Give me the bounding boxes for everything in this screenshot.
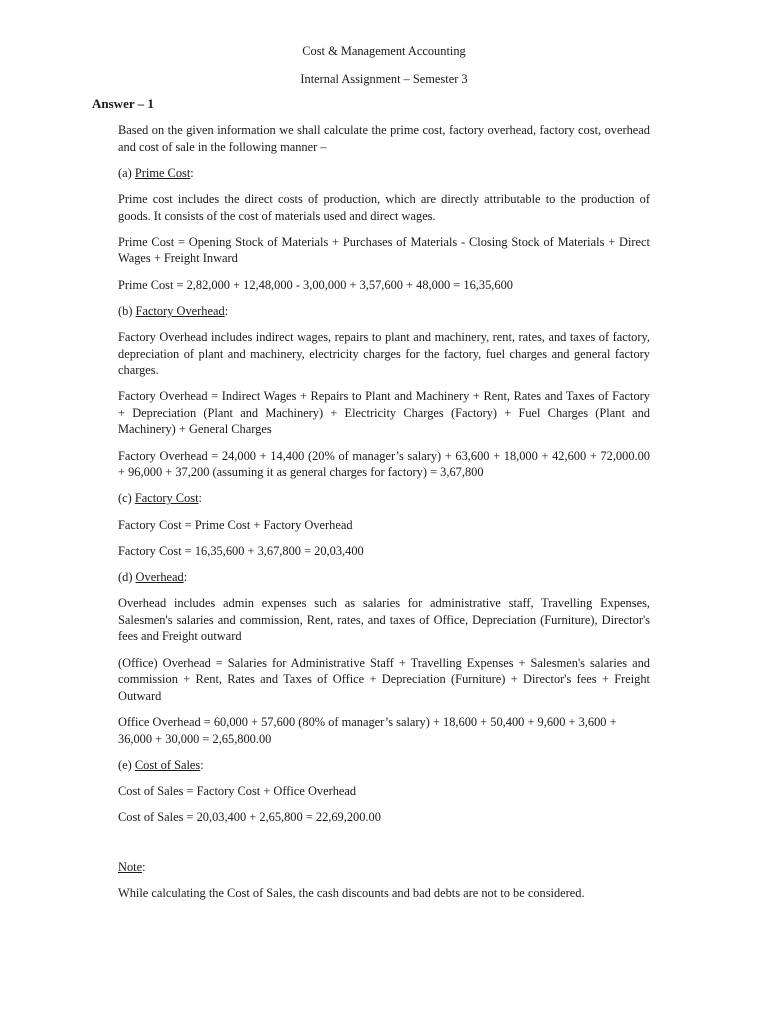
factory-cost-calculation: Factory Cost = 16,35,600 + 3,67,800 = 20,03,400 — [118, 543, 364, 558]
section-heading-overhead — [118, 569, 650, 586]
prime-cost-description: Prime cost includes the direct costs of production, which are directly attributable to the production of goods. It consists of the cost of materials used and direct wages. — [118, 191, 650, 223]
factory-overhead-calculation: Factory Overhead = 24,000 + 14,400 (20% of manager’s salary) + 63,600 + 18,000 + 42,600 + 72,000.00 + 96,000 + 37,200 (assuming it as general charges for factory) = 3,67,800 — [118, 448, 650, 480]
section-colon: : — [224, 303, 229, 318]
answer-heading: Answer – 1 — [92, 96, 154, 111]
section-title: Factory Cost — [134, 491, 199, 506]
office-overhead-calculation: Office Overhead = 60,000 + 57,600 (80% of manager’s salary) + 18,600 + 50,400 + 9,600 + 3,600 + 36,000 + 30,000 = 2,65,800.00 — [118, 714, 617, 746]
section-heading-factory-cost — [118, 490, 650, 507]
factory-overhead-description: Factory Overhead includes indirect wages, repairs to plant and machinery, rent, rates, and taxes of factory, depreciation of plant and machinery, electricity charges for the factory, fuel charges and general factory charges. — [118, 329, 650, 378]
section-colon: : — [200, 757, 204, 772]
note-title: Note — [118, 860, 143, 875]
section-heading-cost-of-sales — [118, 757, 650, 774]
section-prefix: (b) — [118, 303, 136, 318]
note-text: While calculating the Cost of Sales, the cash discounts and bad debts are not to be considered. — [118, 886, 585, 901]
prime-cost-formula: Prime Cost = Opening Stock of Materials + Purchases of Materials - Closing Stock of Materials + Direct Wages + Freight Inward — [118, 234, 650, 266]
section-title: Prime Cost — [134, 165, 191, 180]
section-prefix: (e) — [118, 757, 135, 772]
section-title: Overhead — [135, 570, 184, 584]
note-colon: : — [142, 860, 146, 875]
section-colon: : — [198, 491, 202, 506]
overhead-description: Overhead includes admin expenses such as salaries for administrative staff, Travelling Expenses, Salesmen's salaries and commission, Rent, rates, and taxes of Office, Depreciation (Furniture), Director's fees and Freight outward — [118, 596, 650, 644]
assignment-subtitle: Internal Assignment – Semester 3 — [300, 72, 468, 86]
intro-paragraph: Based on the given information we shall calculate the prime cost, factory overhead, factory cost, overhead and cost of sale in the following manner – — [118, 123, 650, 154]
factory-cost-formula: Factory Cost = Prime Cost + Factory Overhead — [118, 517, 353, 532]
section-prefix: (c) — [118, 491, 135, 506]
cost-of-sales-calculation: Cost of Sales = 20,03,400 + 2,65,800 = 22,69,200.00 — [118, 810, 381, 825]
answer-body — [118, 122, 650, 912]
course-title: Cost & Management Accounting — [302, 44, 466, 58]
section-title: Factory Overhead — [135, 303, 225, 318]
cost-of-sales-formula: Cost of Sales = Factory Cost + Office Overhead — [118, 783, 357, 798]
section-heading-prime-cost — [118, 165, 650, 182]
section-heading-factory-overhead — [118, 303, 650, 320]
factory-overhead-formula: Factory Overhead = Indirect Wages + Repairs to Plant and Machinery + Rent, Rates and Taxes of Factory + Depreciation (Plant and Machinery) + Electricity Charges (Factory) + Fuel Charges (Plant and Machinery) + General Charges — [118, 389, 650, 437]
prime-cost-calculation: Prime Cost = 2,82,000 + 12,48,000 - 3,00,000 + 3,57,600 + 48,000 = 16,35,600 — [118, 277, 513, 292]
section-prefix: (d) — [118, 570, 136, 584]
section-prefix: (a) — [118, 165, 135, 180]
section-colon: : — [190, 165, 194, 180]
spacer — [118, 835, 650, 859]
note-heading — [118, 859, 650, 876]
section-title: Cost of Sales — [134, 757, 201, 772]
office-overhead-formula: (Office) Overhead = Salaries for Administrative Staff + Travelling Expenses + Salesmen's salaries and commission + Rent, Rates and Taxes of Office + Depreciation (Furniture) + Director's fees + Freight Outward — [118, 655, 650, 703]
section-colon: : — [183, 570, 188, 584]
